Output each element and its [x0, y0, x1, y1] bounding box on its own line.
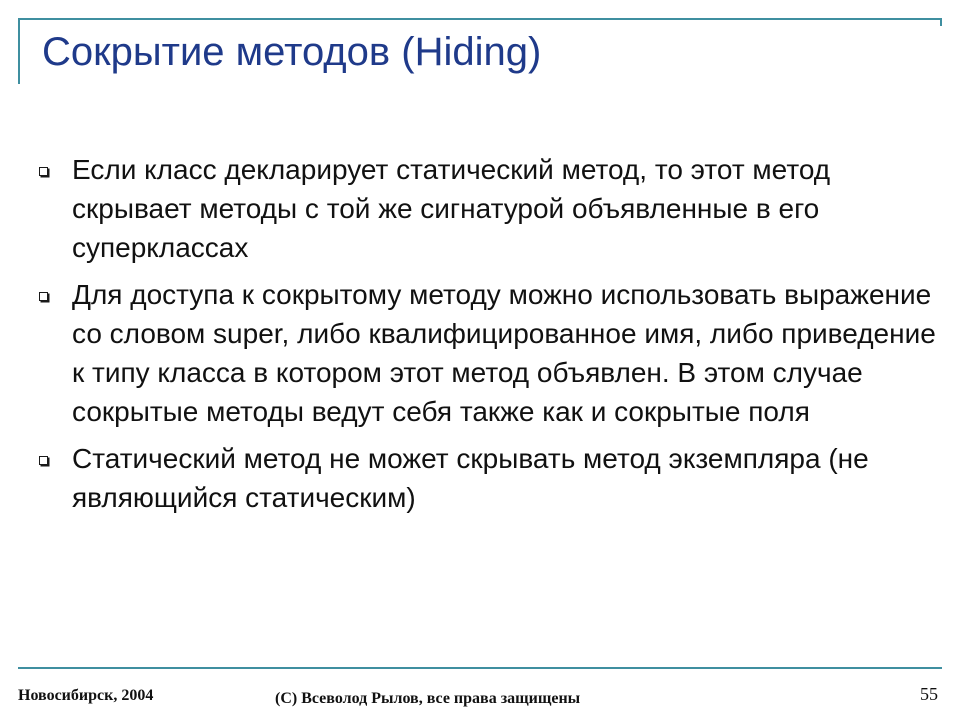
slide-title: Сокрытие методов (Hiding): [42, 30, 542, 74]
page-number: 55: [920, 684, 938, 704]
bullet-item: [36, 150, 936, 267]
title-frame-right-tick: [940, 18, 942, 26]
footer-divider: [18, 667, 942, 669]
hollow-square-bullet-icon: [39, 167, 48, 176]
footer-copyright: (С) Всеволод Рылов, все права защищены: [275, 690, 581, 707]
title-frame-left-line: [18, 20, 20, 84]
bullet-list: [36, 150, 936, 525]
hollow-square-bullet-icon: [39, 456, 48, 465]
hollow-square-bullet-icon: [39, 292, 48, 301]
bullet-item: [36, 439, 936, 517]
bullet-text: Статический метод не может скрывать метод экземпляра (не являющийся статическим): [72, 443, 869, 513]
bullet-text: Для доступа к сокрытому методу можно использовать выражение со словом super, либо квалифицированное имя, либо приведение к типу класса в котором этот метод объявлен. В этом случае сокрытые методы ведут себя также как и сокрытые поля: [72, 279, 936, 427]
bullet-item: [36, 275, 936, 431]
title-frame-top-line: [18, 18, 942, 20]
footer-location-year: Новосибирск, 2004: [18, 687, 154, 704]
bullet-text: Если класс декларирует статический метод, то этот метод скрывает методы с той же сигнатурой объявленные в его суперклассах: [72, 154, 831, 263]
